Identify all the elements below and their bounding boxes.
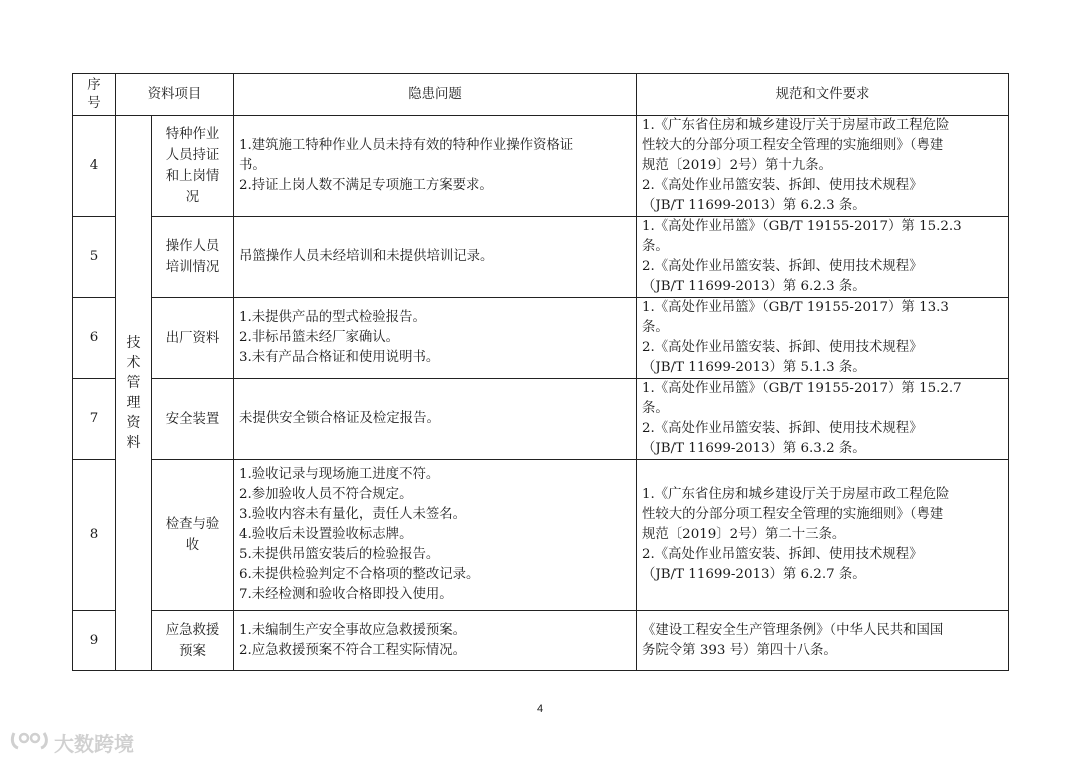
standard-line: （JB/T 11699-2013）第 6.2.3 条。 — [642, 279, 866, 294]
row-serial-number: 5 — [73, 217, 116, 298]
row-item: 操作人员 培训情况 — [152, 217, 234, 298]
issue-line: 7.未经检测和验收合格即投入使用。 — [239, 587, 453, 602]
row-item: 特种作业 人员持证 和上岗情 况 — [152, 116, 234, 217]
standard-line: 规范〔2019〕2号）第十九条。 — [642, 158, 832, 173]
issue-line: 书。 — [239, 158, 266, 173]
row-standard — [637, 611, 1009, 671]
issue-line: 2.非标吊篮未经厂家确认。 — [239, 330, 400, 345]
standard-line: 1.《高处作业吊篮》（GB/T 19155-2017）第 15.2.3 — [642, 219, 962, 234]
inspection-table — [72, 73, 1009, 671]
row-issue — [234, 116, 637, 217]
row-standard — [637, 217, 1009, 298]
row-issue — [234, 217, 637, 298]
table-row — [73, 116, 1009, 217]
issue-line: 1.验收记录与现场施工进度不符。 — [239, 467, 440, 482]
issue-line: 6.未提供检验判定不合格项的整改记录。 — [239, 567, 480, 582]
table-row — [73, 460, 1009, 611]
standard-line: 1.《广东省住房和城乡建设厅关于房屋市政工程危险 — [642, 118, 950, 133]
row-item: 出厂资料 — [152, 298, 234, 379]
row-serial-number: 7 — [73, 379, 116, 460]
header-serial-number: 序 号 — [73, 74, 116, 116]
table-row — [73, 379, 1009, 460]
standard-line: 性较大的分部分项工程安全管理的实施细则》（粤建 — [642, 138, 944, 153]
row-item: 应急救援 预案 — [152, 611, 234, 671]
row-issue — [234, 379, 637, 460]
standard-line: 条。 — [642, 239, 669, 254]
standard-line: （JB/T 11699-2013）第 6.2.3 条。 — [642, 198, 866, 213]
row-issue — [234, 298, 637, 379]
category-label: 技 术 管 理 资 料 — [116, 116, 152, 671]
table-row — [73, 217, 1009, 298]
standard-line: 规范〔2019〕2号）第二十三条。 — [642, 527, 846, 542]
row-standard — [637, 116, 1009, 217]
header-row — [73, 74, 1009, 116]
table-row — [73, 298, 1009, 379]
row-serial-number: 4 — [73, 116, 116, 217]
issue-line: 1.未提供产品的型式检验报告。 — [239, 310, 426, 325]
row-issue — [234, 611, 637, 671]
issue-line: 4.验收后未设置验收标志牌。 — [239, 527, 413, 542]
standard-line: 2.《高处作业吊篮安装、拆卸、使用技术规程》 — [642, 547, 923, 562]
header-item: 资料项目 — [116, 74, 234, 116]
logo-icon — [10, 729, 50, 756]
standard-line: （JB/T 11699-2013）第 6.2.7 条。 — [642, 567, 866, 582]
issue-line: 未提供安全锁合格证及检定报告。 — [239, 411, 440, 426]
issue-line: 2.持证上岗人数不满足专项施工方案要求。 — [239, 178, 493, 193]
issue-line: 5.未提供吊篮安装后的检验报告。 — [239, 547, 440, 562]
table-body — [73, 116, 1009, 671]
standard-line: （JB/T 11699-2013）第 5.1.3 条。 — [642, 360, 866, 375]
watermark — [10, 728, 134, 757]
issue-line: 3.未有产品合格证和使用说明书。 — [239, 350, 440, 365]
standard-line: 1.《广东省住房和城乡建设厅关于房屋市政工程危险 — [642, 487, 950, 502]
standard-line: 务院令第 393 号）第四十八条。 — [642, 642, 837, 658]
standard-line: 性较大的分部分项工程安全管理的实施细则》（粤建 — [642, 507, 944, 522]
issue-line: 3.验收内容未有量化，责任人未签名。 — [239, 507, 467, 522]
standard-line: 条。 — [642, 320, 669, 335]
header-issue: 隐患问题 — [234, 74, 637, 116]
row-standard — [637, 379, 1009, 460]
standard-line: 《建设工程安全生产管理条例》（中华人民共和国国 — [642, 622, 944, 638]
standard-line: 1.《高处作业吊篮》（GB/T 19155-2017）第 15.2.7 — [642, 381, 962, 396]
row-item: 安全装置 — [152, 379, 234, 460]
table-row — [73, 611, 1009, 671]
standard-line: （JB/T 11699-2013）第 6.3.2 条。 — [642, 441, 866, 456]
issue-line: 1.建筑施工特种作业人员未持有效的特种作业操作资格证 — [239, 138, 574, 153]
standard-line: 2.《高处作业吊篮安装、拆卸、使用技术规程》 — [642, 259, 923, 274]
issue-line: 吊篮操作人员未经培训和未提供培训记录。 — [239, 249, 494, 264]
header-standard: 规范和文件要求 — [637, 74, 1009, 116]
standard-line: 1.《高处作业吊篮》（GB/T 19155-2017）第 13.3 — [642, 300, 949, 315]
page-number: 4 — [536, 703, 544, 715]
row-standard — [637, 298, 1009, 379]
issue-line: 1.未编制生产安全事故应急救援预案。 — [239, 622, 467, 638]
row-standard — [637, 460, 1009, 611]
issue-line: 2.应急救援预案不符合工程实际情况。 — [239, 642, 467, 658]
row-serial-number: 8 — [73, 460, 116, 611]
row-item: 检查与验 收 — [152, 460, 234, 611]
watermark-text: 大数跨境 — [54, 732, 134, 756]
standard-line: 2.《高处作业吊篮安装、拆卸、使用技术规程》 — [642, 178, 923, 193]
row-issue — [234, 460, 637, 611]
standard-line: 2.《高处作业吊篮安装、拆卸、使用技术规程》 — [642, 421, 923, 436]
row-serial-number: 6 — [73, 298, 116, 379]
issue-line: 2.参加验收人员不符合规定。 — [239, 487, 413, 502]
standard-line: 2.《高处作业吊篮安装、拆卸、使用技术规程》 — [642, 340, 923, 355]
standard-line: 条。 — [642, 401, 669, 416]
row-serial-number: 9 — [73, 611, 116, 671]
